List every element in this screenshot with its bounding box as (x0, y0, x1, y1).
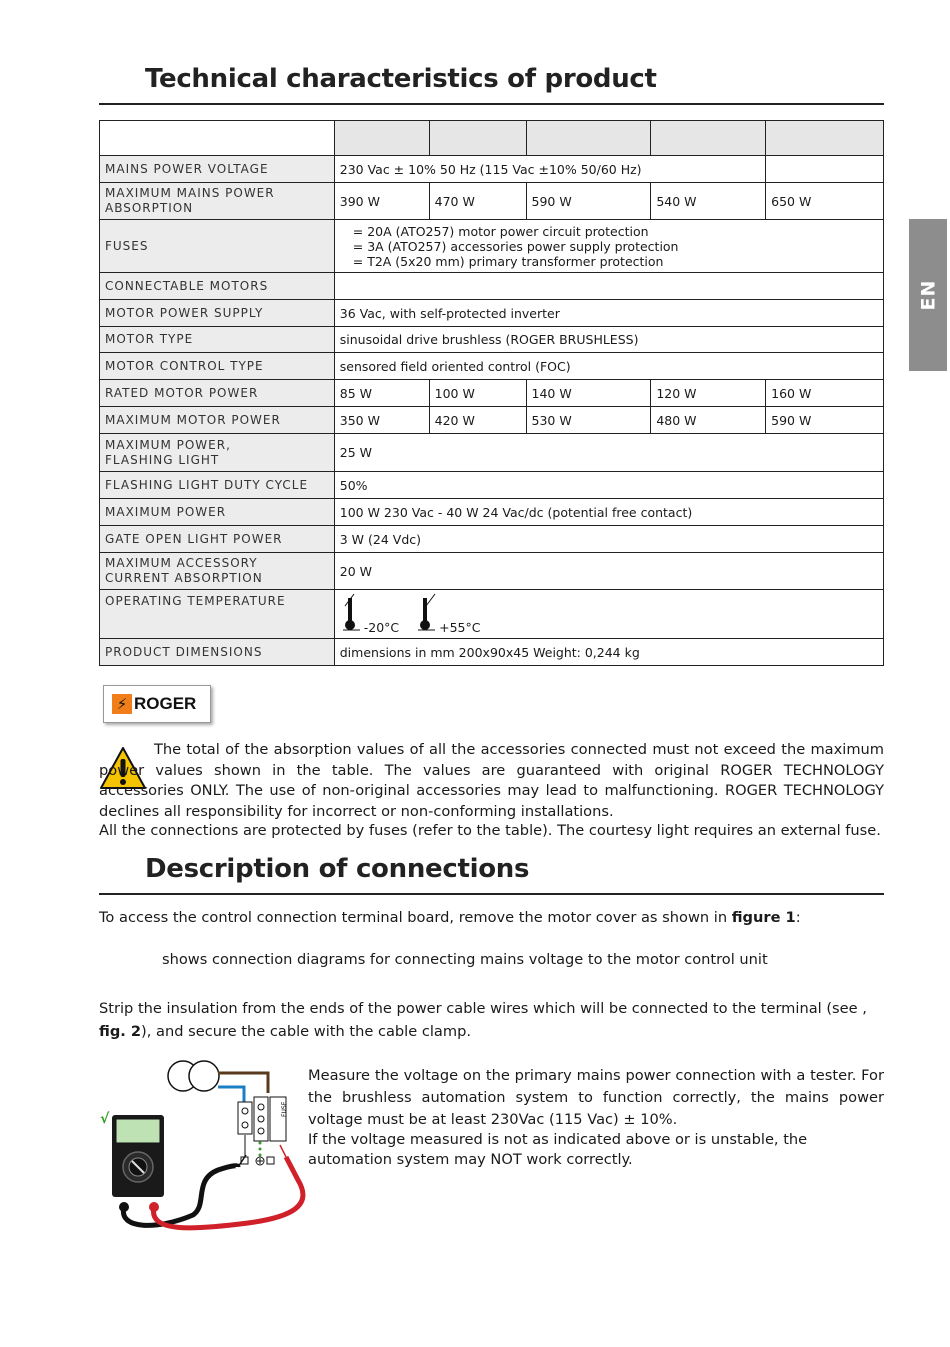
table-row (100, 156, 884, 183)
row-label-line: FLASHING LIGHT (105, 452, 220, 467)
table-row (100, 553, 884, 590)
fuse-line: = 20A (ATO257) motor power circuit protection (352, 223, 649, 239)
access-text-end: : (795, 909, 801, 926)
row-value: 230 Vac ± 10% 50 Hz (115 Vac ±10% 50/60 Hz) (334, 156, 765, 183)
table-row (100, 353, 884, 380)
table-header-row (100, 121, 884, 156)
row-value-empty (334, 273, 883, 300)
access-text: To access the control connection terminal board, remove the motor cover as shown in (99, 909, 732, 926)
language-tab (909, 219, 947, 371)
section-title-technical: Technical characteristics of product (145, 64, 657, 94)
check-mark-icon: √ (100, 1111, 110, 1127)
title-rule (99, 103, 884, 105)
header-cell (100, 121, 335, 156)
table-row (100, 407, 884, 434)
fuse-list (334, 220, 883, 273)
row-value: dimensions in mm 200x90x45 Weight: 0,244 kg (334, 639, 883, 666)
row-value: 390 W (334, 183, 429, 220)
row-value: 470 W (429, 183, 526, 220)
table-row (100, 380, 884, 407)
table-row (100, 639, 884, 666)
table-row (100, 220, 884, 273)
row-value: sinusoidal drive brushless (ROGER BRUSHLESS) (334, 327, 883, 353)
row-label: MOTOR TYPE (100, 327, 335, 353)
fuse-label: FUSE (281, 1101, 288, 1117)
row-value: 3 W (24 Vdc) (334, 526, 883, 553)
row-label: MAXIMUM MOTOR POWER (100, 407, 335, 434)
row-value-empty (766, 156, 884, 183)
row-label: MOTOR POWER SUPPLY (100, 300, 335, 327)
multimeter-illustration (98, 1055, 313, 1239)
row-value: 25 W (334, 434, 883, 472)
row-value: 650 W (766, 183, 884, 220)
row-value: 85 W (334, 380, 429, 407)
row-value: 50% (334, 472, 883, 499)
row-value: sensored field oriented control (FOC) (334, 353, 883, 380)
spec-table (99, 120, 884, 666)
row-label: MOTOR CONTROL TYPE (100, 353, 335, 380)
row-label: MAXIMUM MAINS POWER ABSORPTION (100, 183, 335, 220)
row-value: 100 W 230 Vac - 40 W 24 Vac/dc (potential free contact) (334, 499, 883, 526)
temperature-range (334, 590, 883, 639)
row-label: FLASHING LIGHT DUTY CYCLE (100, 472, 335, 499)
title-rule (99, 893, 884, 895)
header-cell (766, 121, 884, 156)
header-cell (526, 121, 651, 156)
figure-reference: figure 1 (731, 909, 796, 926)
table-row (100, 499, 884, 526)
header-cell (334, 121, 429, 156)
figure-reference: fig. 2 (99, 1023, 142, 1040)
row-value: 480 W (651, 407, 766, 434)
unstable-paragraph: If the voltage measured is not as indicated above or is unstable, the automation system may NOT work correctly. (308, 1131, 808, 1168)
table-row (100, 590, 884, 639)
table-row (100, 273, 884, 300)
row-label (100, 553, 335, 590)
row-label: FUSES (100, 220, 335, 273)
row-label-line: MAXIMUM ACCESSORY (105, 556, 258, 570)
measure-paragraph: Measure the voltage on the primary mains power connection with a tester. For the brushless automation system to function correctly, the mains power voltage must be at least 230Vac (115 Vac) ± 10%. (308, 1067, 884, 1128)
thermometer-low-icon (340, 592, 362, 635)
row-label: PRODUCT DIMENSIONS (100, 639, 335, 666)
row-value: 540 W (651, 183, 766, 220)
table-row (100, 434, 884, 472)
lightning-icon: ⚡ (112, 694, 132, 714)
row-value: 590 W (526, 183, 651, 220)
row-value: 350 W (334, 407, 429, 434)
row-label: GATE OPEN LIGHT POWER (100, 526, 335, 553)
row-label: RATED MOTOR POWER (100, 380, 335, 407)
roger-logo (103, 685, 211, 723)
row-value: 530 W (526, 407, 651, 434)
access-paragraph (99, 908, 884, 929)
language-tab-label: EN (916, 279, 939, 311)
strip-text-end: ), and secure the cable with the cable clamp. (141, 1023, 471, 1040)
table-row (100, 300, 884, 327)
temperature-max: +55°C (439, 620, 481, 635)
table-row (100, 183, 884, 220)
table-row (100, 526, 884, 553)
row-label-line: CURRENT ABSORPTION (105, 571, 263, 585)
row-label: CONNECTABLE MOTORS (100, 273, 335, 300)
logo-text: ROGER (134, 694, 197, 713)
diagram-paragraph: shows connection diagrams for connecting mains voltage to the motor control unit (162, 951, 768, 968)
row-label: MAXIMUM POWER (100, 499, 335, 526)
row-value: 160 W (766, 380, 884, 407)
fuse-line: = 3A (ATO257) accessories power supply protection (352, 238, 679, 254)
row-value: 20 W (334, 553, 883, 590)
warning-text: The total of the absorption values of all the accessories connected must not exceed the maximum power values shown in the table. The values are guaranteed with original ROGER TECHNOLOGY accessories ONLY. The use of non-original accessories may lead to malfunctioning. ROGER TECHNOLOGY declines all responsibility for incorrect or non-conforming installations. (99, 741, 884, 820)
header-cell (651, 121, 766, 156)
temperature-min: -20°C (363, 620, 400, 635)
fuse-note: All the connections are protected by fuses (refer to the table). The courtesy light requires an external fuse. (99, 822, 881, 839)
row-value: 140 W (526, 380, 651, 407)
header-cell (429, 121, 526, 156)
row-label: OPERATING TEMPERATURE (100, 590, 335, 639)
row-value: 590 W (766, 407, 884, 434)
row-label: MAINS POWER VOLTAGE (100, 156, 335, 183)
section-title-connections: Description of connections (145, 854, 530, 884)
table-row (100, 327, 884, 353)
row-value: 420 W (429, 407, 526, 434)
strip-paragraph (99, 997, 884, 1043)
thermometer-high-icon (415, 592, 437, 635)
fuse-line: = T2A (5x20 mm) primary transformer protection (352, 253, 664, 269)
table-row (100, 472, 884, 499)
row-value: 100 W (429, 380, 526, 407)
row-label-line: MAXIMUM POWER, (105, 437, 231, 452)
strip-text: Strip the insulation from the ends of the power cable wires which will be connected to the terminal (see , (99, 1000, 867, 1017)
row-value: 36 Vac, with self-protected inverter (334, 300, 883, 327)
row-label (100, 434, 335, 472)
row-value: 120 W (651, 380, 766, 407)
